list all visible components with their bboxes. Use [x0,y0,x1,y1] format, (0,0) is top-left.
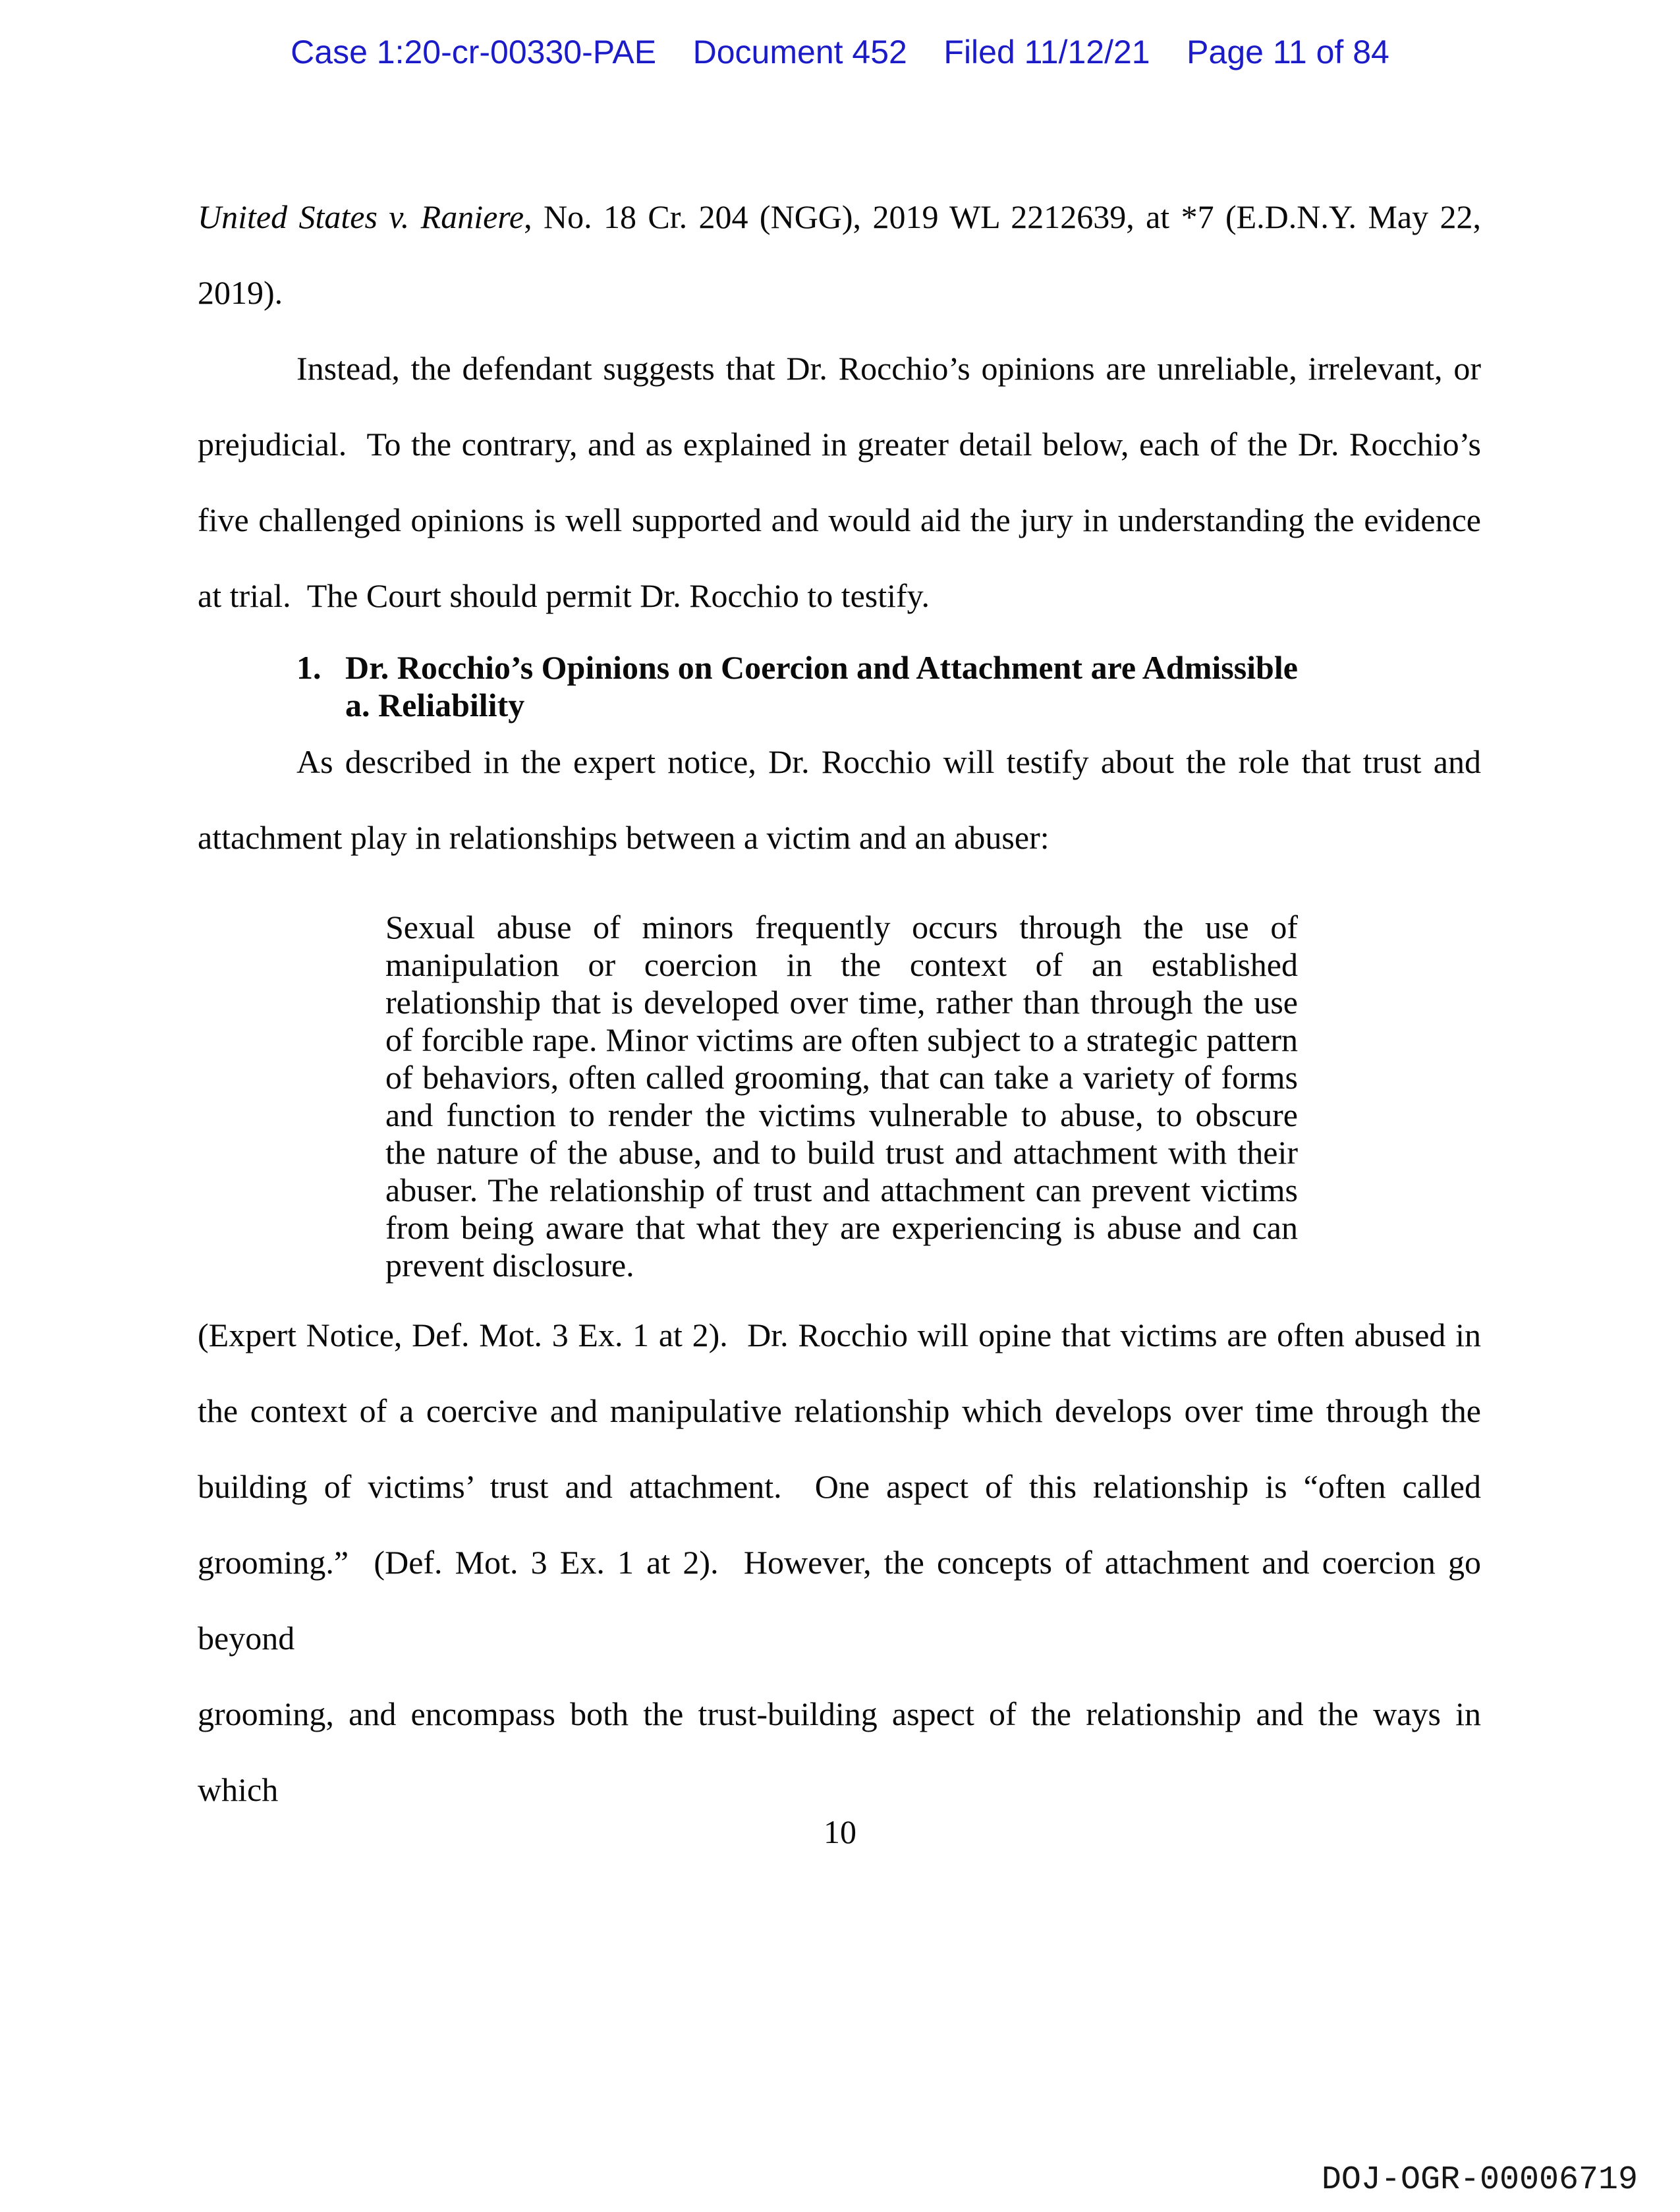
text-segment: manipulation or coercion in the context of an established [385,946,1298,983]
text-line [385,946,1298,984]
text-line [198,558,1481,634]
text-segment: grooming, and encompass both the trust-building aspect of the relationship and the ways in which [198,1695,1481,1808]
page-number: 10 [824,1813,856,1850]
text-line [198,331,1481,407]
section-heading [198,649,1481,724]
text-line [385,1247,1298,1284]
text-line [198,482,1481,558]
text-line [198,800,1481,876]
section-heading-line [198,649,1481,687]
text-line [385,1134,1298,1172]
text-line [385,1172,1298,1209]
expert-notice-paragraph [198,724,1481,876]
argument-paragraph [198,331,1481,634]
text-line [198,407,1481,482]
section-number: 1. [296,649,322,686]
text-segment: prevent disclosure. [385,1247,634,1284]
text-line [385,984,1298,1021]
text-segment: abuser. The relationship of trust and attachment can prevent victims [385,1172,1298,1208]
text-line [385,1209,1298,1247]
text-line [385,909,1298,946]
text-line [198,255,1481,331]
text-line [385,1096,1298,1134]
text-line [198,1676,1481,1828]
text-segment: , No. 18 Cr. 204 (NGG), 2019 WL 2212639, at *7 (E.D.N.Y. May 22, [524,198,1481,235]
text-segment: the nature of the abuse, and to build trust and attachment with their [385,1134,1298,1171]
block-quote [385,909,1298,1284]
text-segment: 2019). [198,274,283,311]
text-segment: grooming.” (Def. Mot. 3 Ex. 1 at 2). However, the concepts of attachment and coercion go beyond [198,1544,1481,1657]
text-segment: Sexual abuse of minors frequently occurs through the use of [385,909,1298,946]
text-line [198,1297,1481,1373]
text-segment: five challenged opinions is well supported and would aid the jury in understanding the evidence [198,501,1481,538]
text-segment: from being aware that what they are experiencing is abuse and can [385,1209,1298,1246]
text-segment: and function to render the victims vulnerable to abuse, to obscure [385,1096,1298,1133]
text-segment: of forcible rape. Minor victims are often subject to a strategic pattern [385,1021,1298,1058]
text-segment: of behaviors, often called grooming, that can take a variety of forms [385,1059,1298,1096]
text-segment: prejudicial. To the contrary, and as explained in greater detail below, each of the Dr. Rocchio’s [198,426,1481,463]
text-segment: the context of a coercive and manipulative relationship which develops over time through the [198,1392,1481,1429]
text-line [385,1059,1298,1096]
text-segment: at trial. The Court should permit Dr. Rocchio to testify. [198,577,930,614]
citation-paragraph [198,179,1481,331]
text-segment: attachment play in relationships between a victim and an abuser: [198,819,1050,856]
analysis-paragraph [198,1297,1481,1828]
text-line [198,724,1481,800]
text-line [198,179,1481,255]
text-line [198,1373,1481,1449]
text-line [385,1021,1298,1059]
case-name-italic: United States v. Raniere [198,198,524,235]
text-line [198,1449,1481,1525]
pacer-filing-stamp: Case 1:20-cr-00330-PAE Document 452 Filed 11/12/21 Page 11 of 84 [291,34,1389,71]
document-body [198,179,1481,1828]
section-title: Dr. Rocchio’s Opinions on Coercion and Attachment are Admissible [345,649,1298,686]
text-segment: Instead, the defendant suggests that Dr. Rocchio’s opinions are unreliable, irrelevant, or [296,350,1481,387]
text-segment: (Expert Notice, Def. Mot. 3 Ex. 1 at 2). Dr. Rocchio will opine that victims are often abused in [198,1317,1481,1353]
text-segment: As described in the expert notice, Dr. Rocchio will testify about the role that trust and [296,743,1481,780]
bates-number: DOJ-OGR-00006719 [1321,2161,1638,2199]
text-line [198,1525,1481,1676]
subsection-heading: a. Reliability [345,687,525,723]
text-segment: building of victims’ trust and attachment. One aspect of this relationship is “often called [198,1468,1481,1505]
text-segment: relationship that is developed over time, rather than through the use [385,984,1298,1021]
